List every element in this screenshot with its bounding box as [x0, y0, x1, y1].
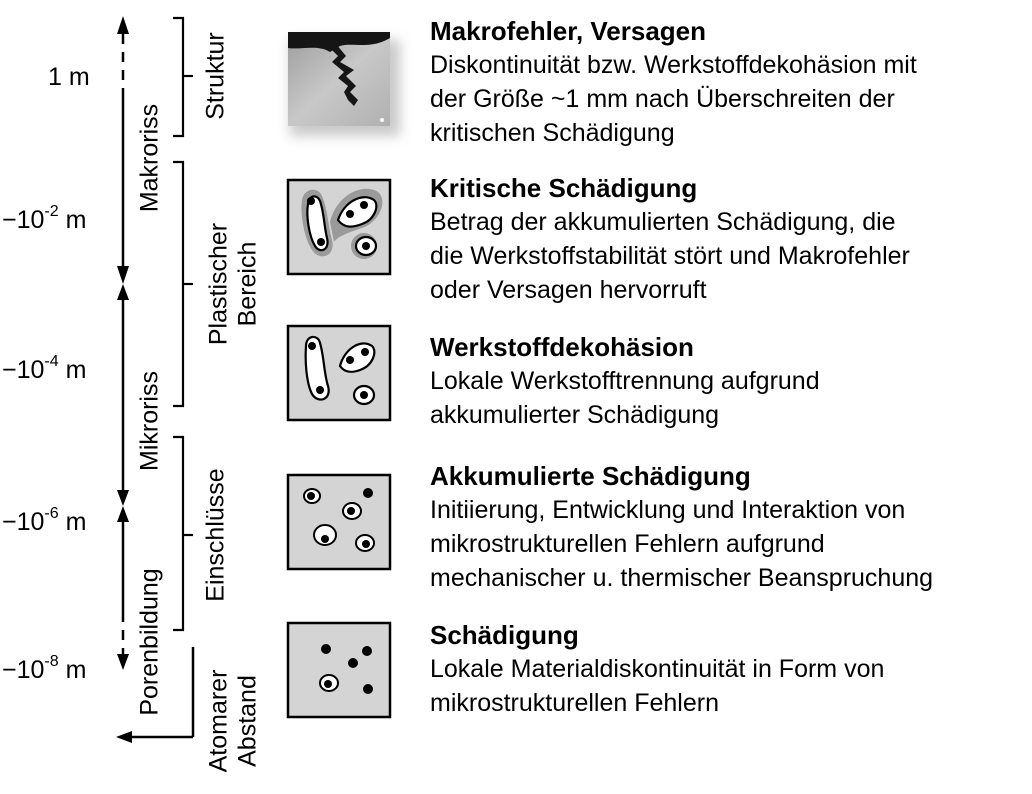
panel-title: Makrofehler, Versagen: [430, 16, 707, 46]
scale-label-1e-4m: $-10^{-4}$ m: [2, 353, 87, 384]
scale-label-1e-8m: $-10^{-8}$ m: [2, 653, 87, 684]
panel-kritische-schaedigung: [430, 171, 910, 307]
panel-description-line: Lokale Werkstofftrennung aufgrund: [430, 367, 820, 395]
bracket-struktur: [173, 18, 193, 136]
accumulated-damage-illustration: [288, 475, 390, 569]
panel-werkstoffdekohaesion: [430, 330, 820, 432]
panel-description-line: kritischen Schädigung: [430, 119, 675, 147]
porenbildung-arrow: [117, 506, 129, 670]
label-makroriss: Makroriss: [135, 103, 164, 213]
scale-label-1e-6m: $-10^{-6}$ m: [2, 505, 87, 536]
panel-description-line: akkumulierter Schädigung: [430, 401, 720, 429]
label-struktur: Struktur: [201, 32, 230, 120]
damage-illustration: [288, 623, 390, 717]
panel-akkumulierte-schaedigung: [430, 459, 933, 595]
panel-title: Akkumulierte Schädigung: [430, 461, 751, 491]
panel-description-line: Diskontinuität bzw. Werkstoffdekohäsion mit: [430, 51, 917, 79]
label-porenbildung: Porenbildung: [135, 568, 164, 716]
label-einschluesse: Einschlüsse: [201, 468, 230, 602]
bracket-plastischer-bereich: [173, 162, 193, 406]
label-plastischer-bereich: Plastischer Bereich: [204, 222, 261, 346]
panel-makrofehler: [430, 14, 917, 150]
decohesion-illustration: [288, 326, 390, 420]
label-atomarer-abstand: Atomarer Abstand: [204, 669, 261, 773]
panel-title: Schädigung: [430, 620, 579, 650]
panel-title: Werkstoffdekohäsion: [430, 332, 694, 362]
panel-description-line: Initiierung, Entwicklung und Interaktion von: [430, 496, 906, 524]
panel-description-line: Betrag der akkumulierten Schädigung, die: [430, 208, 896, 236]
panel-description-line: Lokale Materialdiskontinuität in Form von: [430, 655, 885, 683]
crack-photo: [288, 32, 400, 136]
panel-description-line: die Werkstoffstabilität stört und Makrofehler: [430, 242, 910, 270]
panel-title: Kritische Schädigung: [430, 173, 698, 203]
scale-label-1m: 1 m: [48, 63, 90, 91]
label-mikroriss: Mikroriss: [135, 371, 164, 471]
panel-description-line: mikrostrukturellen Fehlern aufgrund: [430, 530, 825, 558]
panel-description-line: oder Versagen hervorruft: [430, 276, 707, 304]
panel-description-line: mikrostrukturellen Fehlern: [430, 689, 719, 717]
panel-schaedigung: [430, 618, 884, 720]
panel-description-line: der Größe ~1 mm nach Überschreiten der: [430, 85, 895, 113]
makroriss-arrow: [117, 16, 129, 284]
critical-damage-illustration: [288, 180, 390, 274]
bracket-einschluesse: [173, 437, 193, 630]
mikroriss-arrow: [117, 284, 129, 506]
panel-description-line: mechanischer u. thermischer Beanspruchung: [430, 564, 934, 592]
scale-label-1e-2m: $-10^{-2}$ m: [2, 203, 87, 234]
